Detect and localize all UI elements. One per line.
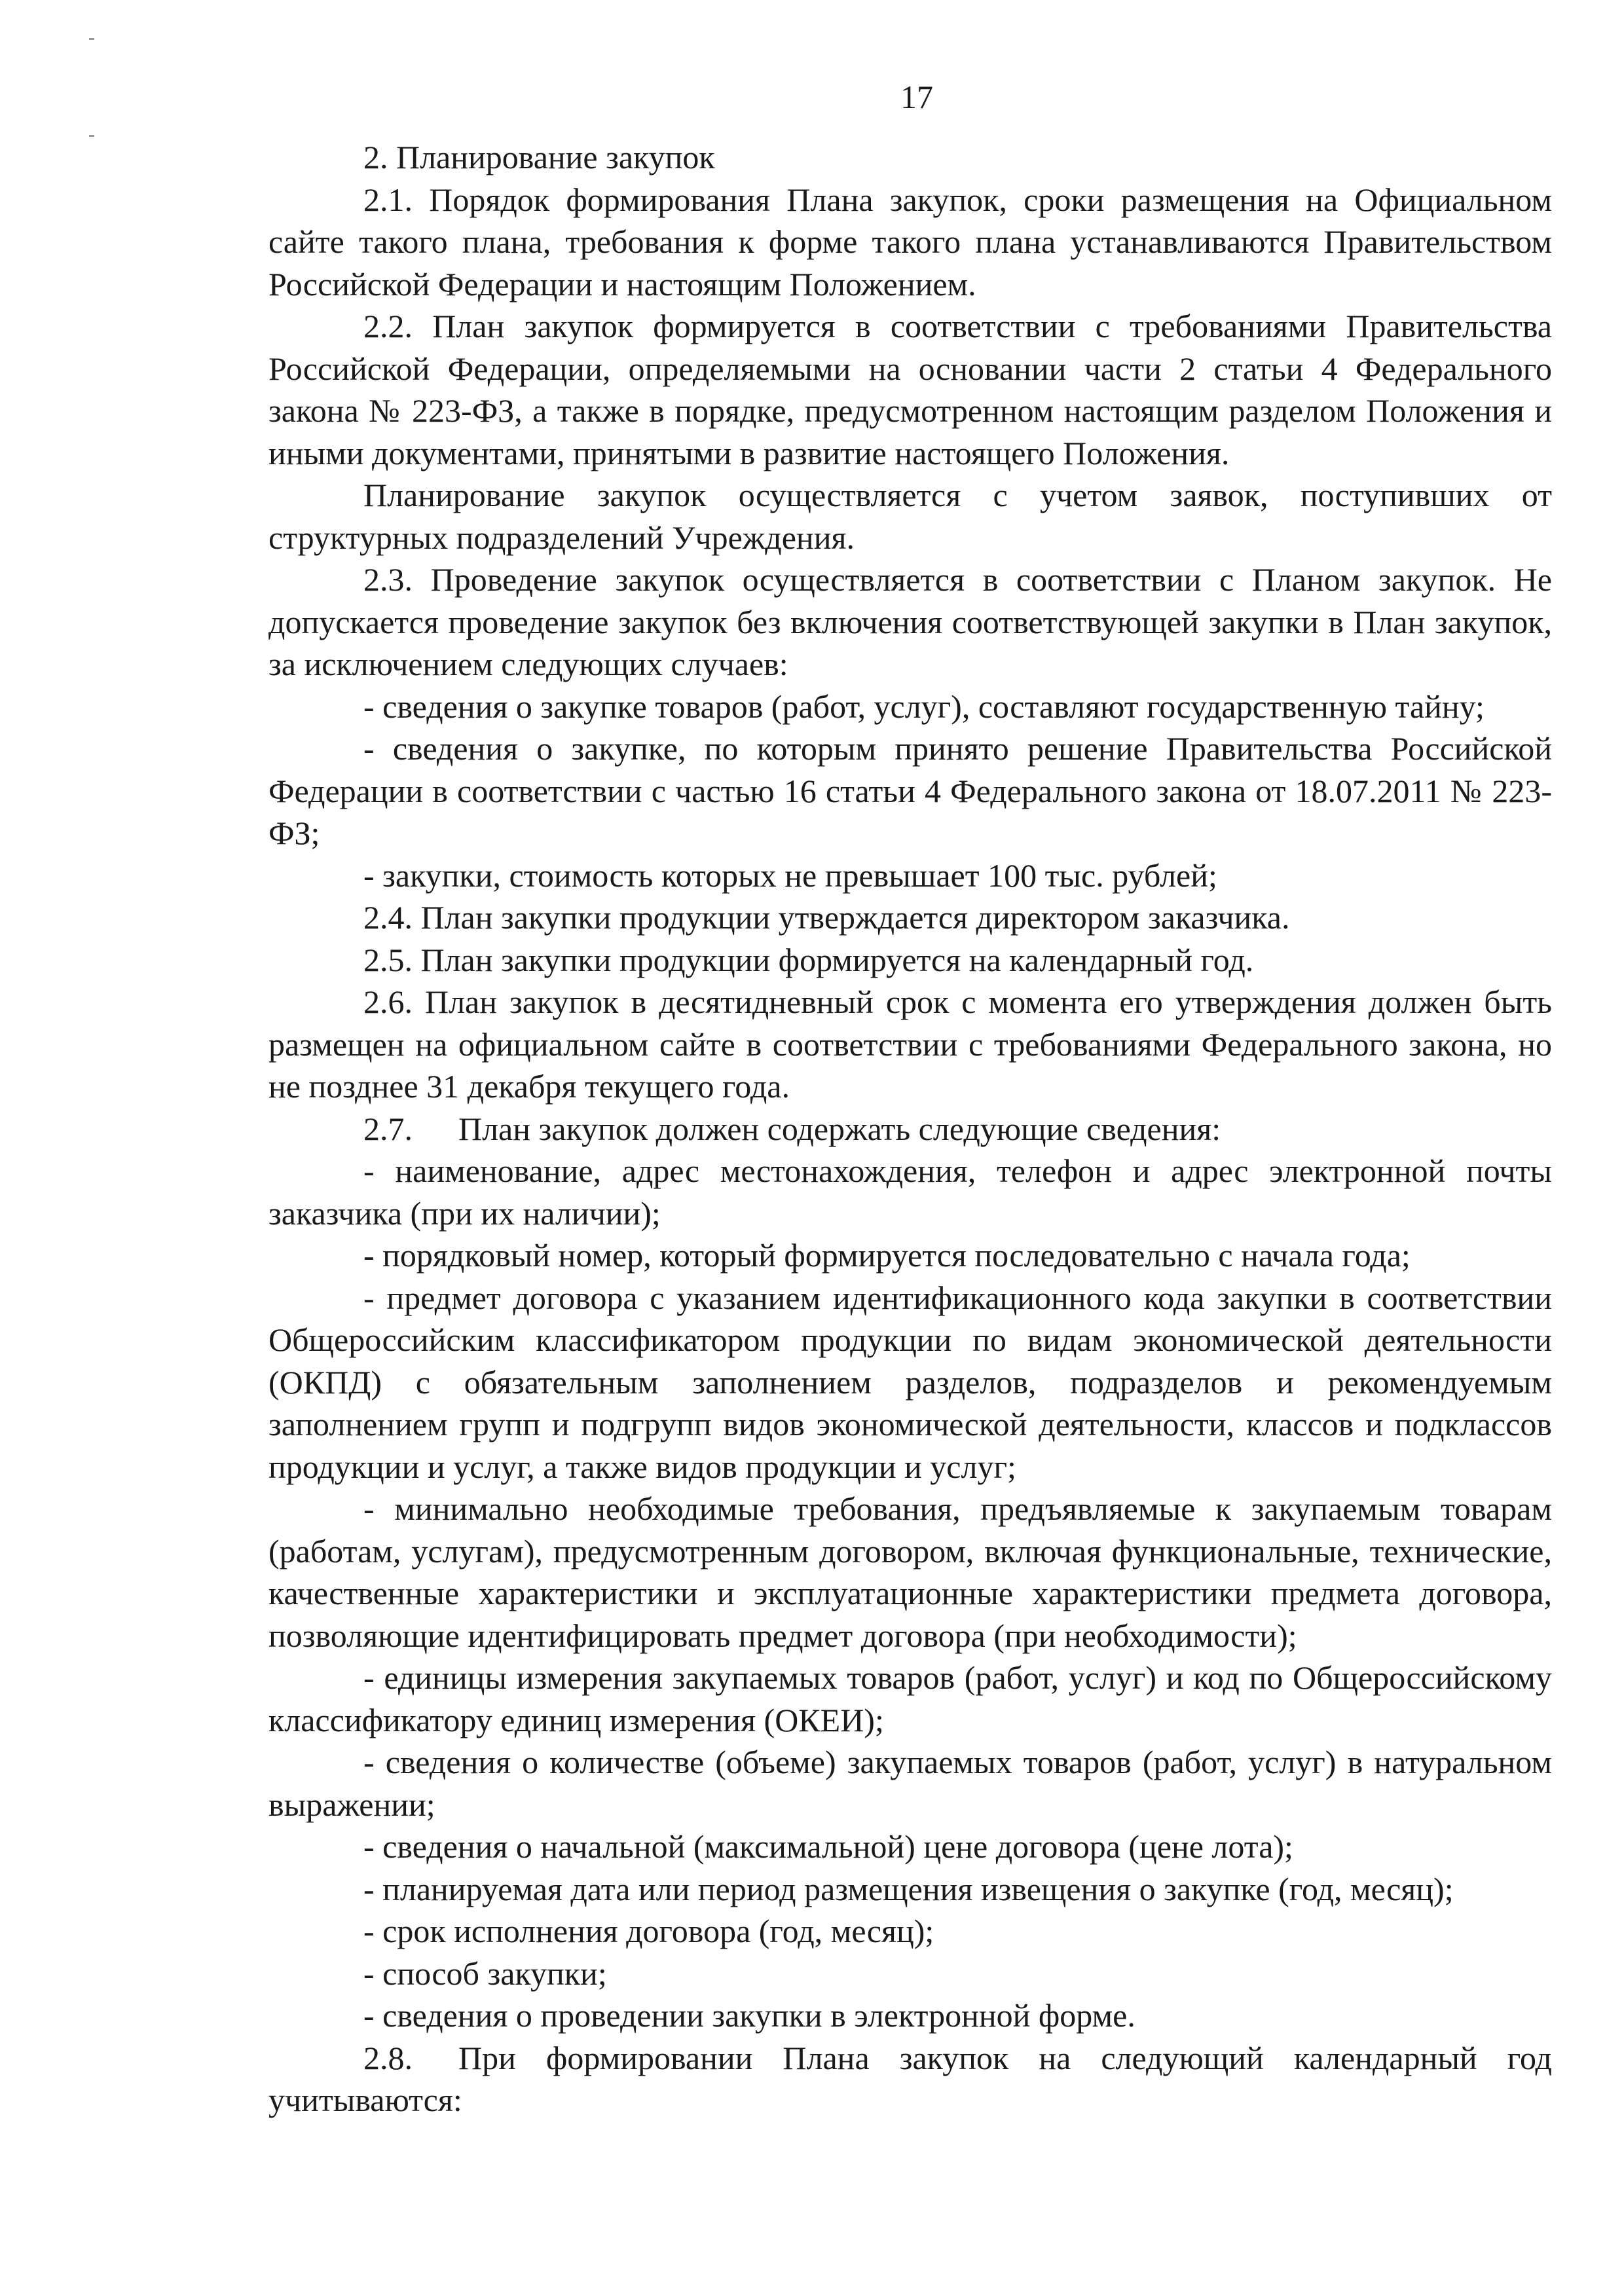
section-heading: 2. Планирование закупок (363, 139, 715, 175)
list-item-execution-term: - срок исполнения договора (год, месяц); (363, 1913, 934, 1949)
paragraph-2-4: 2.4. План закупки продукции утверждается директором заказчика. (363, 899, 1290, 936)
paragraph-2-5: 2.5. План закупки продукции формируется на календарный год. (363, 941, 1254, 978)
paragraph-2-1: 2.1. Порядок формирования Плана закупок, сроки размещения на Официальном сайте такого плана, требования к форме такого плана устанавливаются Правительством Российской Федерации и настоящим Положением. (268, 181, 1552, 303)
list-item-electronic-form: - сведения о проведении закупки в электронной форме. (363, 1997, 1135, 2034)
list-item-requirements: - минимально необходимые требования, предъявляемые к закупаемым товарам (работам, услугам), предусмотренным договором, включая функциональные, технические, качественные характеристики и эксплуатационные характеристики предмета договора, позволяющие идентифицировать предмет договора (при необходимости); (268, 1490, 1552, 1654)
paragraph-2-8 (268, 2037, 1552, 2121)
list-item-units: - единицы измерения закупаемых товаров (работ, услуг) и код по Общероссийскому классификатору единиц измерения (ОКЕИ); (268, 1659, 1552, 1738)
list-item-customer-name: - наименование, адрес местонахождения, телефон и адрес электронной почты заказчика (при их наличии); (268, 1152, 1552, 1232)
document-body (268, 136, 1552, 2121)
paragraph-2-7 (268, 1108, 1552, 1150)
paragraph-number: 2.8. (363, 2039, 413, 2076)
list-item-procurement-method: - способ закупки; (363, 1955, 607, 1992)
paragraph-text: При формировании Плана закупок на следующий календарный год учитываются: (268, 2039, 1552, 2118)
list-item-initial-price: - сведения о начальной (максимальной) цене договора (цене лота); (363, 1828, 1293, 1865)
scan-artifact-mark (89, 38, 94, 40)
paragraph-planning: Планирование закупок осуществляется с учетом заявок, поступивших от структурных подразделений Учреждения. (268, 477, 1552, 556)
list-item-contract-subject: - предмет договора с указанием идентификационного кода закупки в соответствии Общероссийским классификатором продукции по видам экономической деятельности (ОКПД) с обязательным заполнением разделов, подразделов и рекомендуемым заполнением групп и подгрупп видов экономической деятельности, классов и подклассов продукции и услуг, а также видов продукции и услуг; (268, 1279, 1552, 1485)
paragraph-2-2: 2.2. План закупок формируется в соответствии с требованиями Правительства Российской Федерации, определяемыми на основании части 2 статьи 4 Федерального закона № 223-ФЗ, а также в порядке, предусмотренном настоящим разделом Положения и иными документами, принятыми в развитие настоящего Положения. (268, 308, 1552, 471)
paragraph-2-6: 2.6. План закупок в десятидневный срок с момента его утверждения должен быть размещен на официальном сайте в соответствии с требованиями Федерального закона, но не позднее 31 декабря текущего года. (268, 983, 1552, 1105)
paragraph-2-3: 2.3. Проведение закупок осуществляется в соответствии с Планом закупок. Не допускается проведение закупок без включения соответствующей закупки в План закупок, за исключением следующих случаев: (268, 561, 1552, 682)
page-number: 17 (900, 79, 933, 115)
list-item-government-decision: - сведения о закупке, по которым принято решение Правительства Российской Федерации в соответствии с частью 16 статьи 4 Федерального закона от 18.07.2011 № 223-ФЗ; (268, 730, 1552, 851)
list-item-planned-date: - планируемая дата или период размещения извещения о закупке (год, месяц); (363, 1870, 1454, 1907)
paragraph-text: План закупок должен содержать следующие сведения: (458, 1110, 1221, 1147)
paragraph-number: 2.7. (363, 1110, 413, 1147)
list-item-cost-limit: - закупки, стоимость которых не превышает 100 тыс. рублей; (363, 856, 1217, 894)
list-item-sequence-number: - порядковый номер, который формируется последовательно с начала года; (363, 1237, 1411, 1274)
list-item-state-secret: - сведения о закупке товаров (работ, услуг), составляют государственную тайну; (363, 688, 1485, 725)
scan-artifact-mark (89, 135, 94, 137)
list-item-quantity: - сведения о количестве (объеме) закупаемых товаров (работ, услуг) в натуральном выражении; (268, 1744, 1552, 1823)
